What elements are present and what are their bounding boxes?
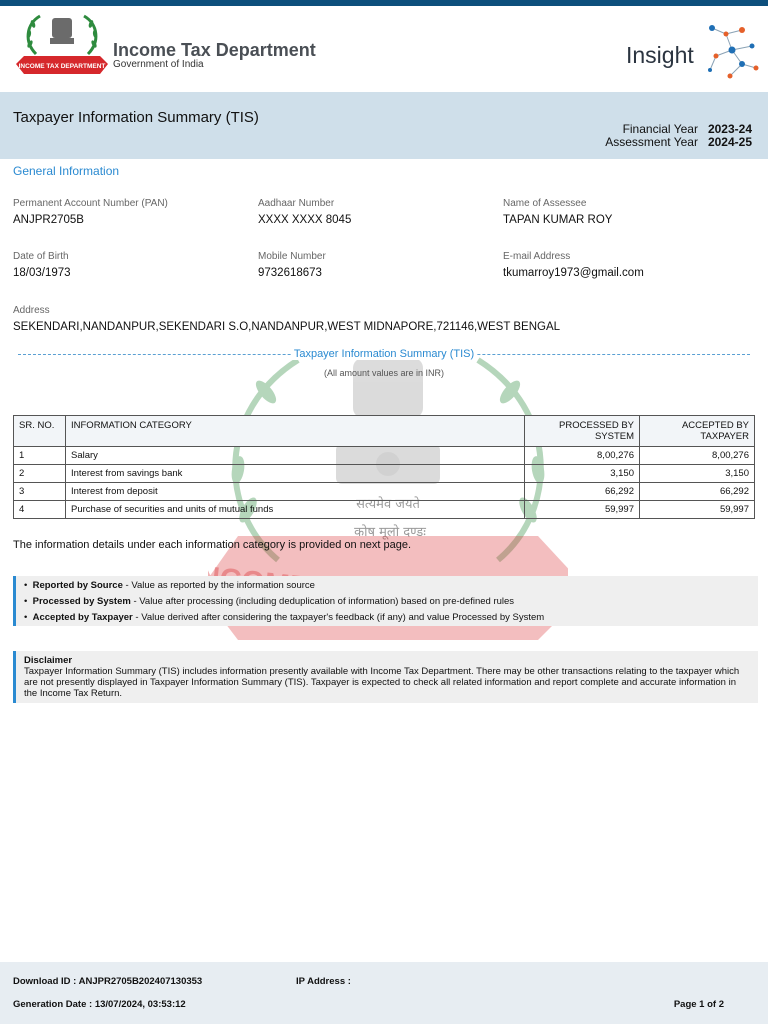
aadhaar-value: XXXX XXXX 8045: [258, 214, 352, 226]
column-header-category: INFORMATION CATEGORY: [66, 416, 525, 447]
assessee-name-field: [503, 198, 612, 226]
mobile-value: 9732618673: [258, 267, 322, 279]
pan-label: Permanent Account Number (PAN): [13, 198, 168, 209]
row-processed-value: 59,997: [525, 501, 640, 519]
table-row: [14, 465, 755, 483]
email-value: tkumarroy1973@gmail.com: [503, 267, 644, 279]
row-processed-value: 66,292: [525, 483, 640, 501]
row-accepted-value: 66,292: [640, 483, 755, 501]
tis-heading-text: Taxpayer Information Summary (TIS): [291, 348, 477, 360]
address-label: Address: [13, 305, 50, 316]
column-header-sr-no: SR. NO.: [14, 416, 66, 447]
assessee-name-value: TAPAN KUMAR ROY: [503, 214, 613, 226]
mobile-label: Mobile Number: [258, 251, 326, 262]
table-header-row: [14, 416, 755, 447]
department-title: Income Tax Department: [113, 40, 316, 60]
email-field: [503, 251, 644, 279]
tis-currency-note: (All amount values are in INR): [323, 368, 445, 378]
page-title: Taxpayer Information Summary (TIS): [13, 109, 259, 126]
legend-desc: - Value after processing (including deduplication of information) based on pre-defined rules: [130, 596, 515, 607]
tis-heading: [0, 348, 768, 360]
assessment-year-label: Assessment Year: [605, 135, 698, 149]
table-row: [14, 483, 755, 501]
next-page-note: The information details under each information category is provided on next page.: [13, 539, 412, 551]
ip-address: IP Address :: [296, 976, 351, 987]
dob-value: 18/03/1973: [13, 267, 71, 279]
department-subtitle: Government of India: [113, 59, 204, 70]
insight-brand-text: Insight: [626, 42, 694, 68]
row-processed-value: 3,150: [525, 465, 640, 483]
row-category: Interest from deposit: [66, 483, 525, 501]
disclaimer-title: Disclaimer: [24, 655, 73, 666]
dob-field: [13, 251, 71, 279]
legend-desc: - Value as reported by the information source: [122, 580, 315, 591]
row-sr-no: 1: [14, 447, 66, 465]
address-value: SEKENDARI,NANDANPUR,SEKENDARI S.O,NANDANPUR,WEST MIDNAPORE,721146,WEST BENGAL: [13, 321, 561, 333]
page-number: Page 1 of 2: [673, 999, 724, 1010]
row-sr-no: 3: [14, 483, 66, 501]
address-field: [13, 305, 560, 333]
legend-item-accepted: • Accepted by Taxpayer - Value derived after considering the taxpayer's feedback (if any) and value Processed by System: [24, 612, 545, 623]
legend-term: Reported by Source: [32, 580, 123, 591]
row-sr-no: 4: [14, 501, 66, 519]
row-category: Interest from savings bank: [66, 465, 525, 483]
watermark-motto: सत्यमेव जयते: [356, 497, 420, 512]
assessment-year-row: [605, 135, 752, 149]
row-accepted-value: 3,150: [640, 465, 755, 483]
dob-label: Date of Birth: [13, 251, 69, 262]
email-label: E-mail Address: [503, 251, 571, 262]
row-sr-no: 2: [14, 465, 66, 483]
assessee-name-label: Name of Assessee: [503, 198, 587, 209]
disclaimer-box: [13, 651, 758, 703]
column-header-accepted: ACCEPTED BY TAXPAYER: [640, 416, 755, 447]
row-category: Purchase of securities and units of mutual funds: [66, 501, 525, 519]
legend-item-reported: • Reported by Source - Value as reported by the information source: [24, 580, 315, 591]
financial-year-row: [623, 122, 752, 136]
disclaimer-text: Taxpayer Information Summary (TIS) includes information presently available with Income Tax Department. There may be other transactions relating to the taxpayer which are not presently displayed in Taxpayer Information Summary (TIS). Taxpayer is expected to check all related information and report complete and accurate information in the Income Tax Return.: [24, 666, 740, 699]
legend-term: Processed by System: [32, 596, 131, 607]
column-header-processed: PROCESSED BY SYSTEM: [525, 416, 640, 447]
pan-field: [13, 198, 168, 226]
row-accepted-value: 8,00,276: [640, 447, 755, 465]
table-row: [14, 501, 755, 519]
income-tax-emblem-logo: [14, 10, 110, 82]
general-information-heading: General Information: [13, 164, 120, 178]
generation-date: Generation Date : 13/07/2024, 03:53:12: [13, 999, 186, 1010]
legend-desc: - Value derived after considering the taxpayer's feedback (if any) and value Processed by System: [132, 612, 545, 623]
legend-item-processed: • Processed by System - Value after processing (including deduplication of information) based on pre-defined rules: [24, 596, 515, 607]
assessment-year-value: 2024-25: [707, 135, 752, 149]
row-processed-value: 8,00,276: [525, 447, 640, 465]
download-id: Download ID : ANJPR2705B202407130353: [13, 976, 203, 987]
row-category: Salary: [66, 447, 525, 465]
insight-network-icon: [702, 20, 764, 86]
table-row: [14, 447, 755, 465]
tis-table: [13, 415, 755, 519]
aadhaar-label: Aadhaar Number: [258, 198, 335, 209]
watermark-slogan: कोष मूलो दण्डः: [354, 525, 426, 540]
page-footer: [0, 962, 768, 1024]
aadhaar-field: [258, 198, 351, 226]
legend-term: Accepted by Taxpayer: [32, 612, 133, 623]
row-accepted-value: 59,997: [640, 501, 755, 519]
pan-value: ANJPR2705B: [13, 214, 84, 226]
emblem-badge-text: INCOME TAX DEPARTMENT: [18, 63, 106, 70]
financial-year-value: 2023-24: [707, 122, 752, 136]
financial-year-label: Financial Year: [622, 122, 698, 136]
mobile-field: [258, 251, 326, 279]
legend-box: [13, 576, 758, 626]
